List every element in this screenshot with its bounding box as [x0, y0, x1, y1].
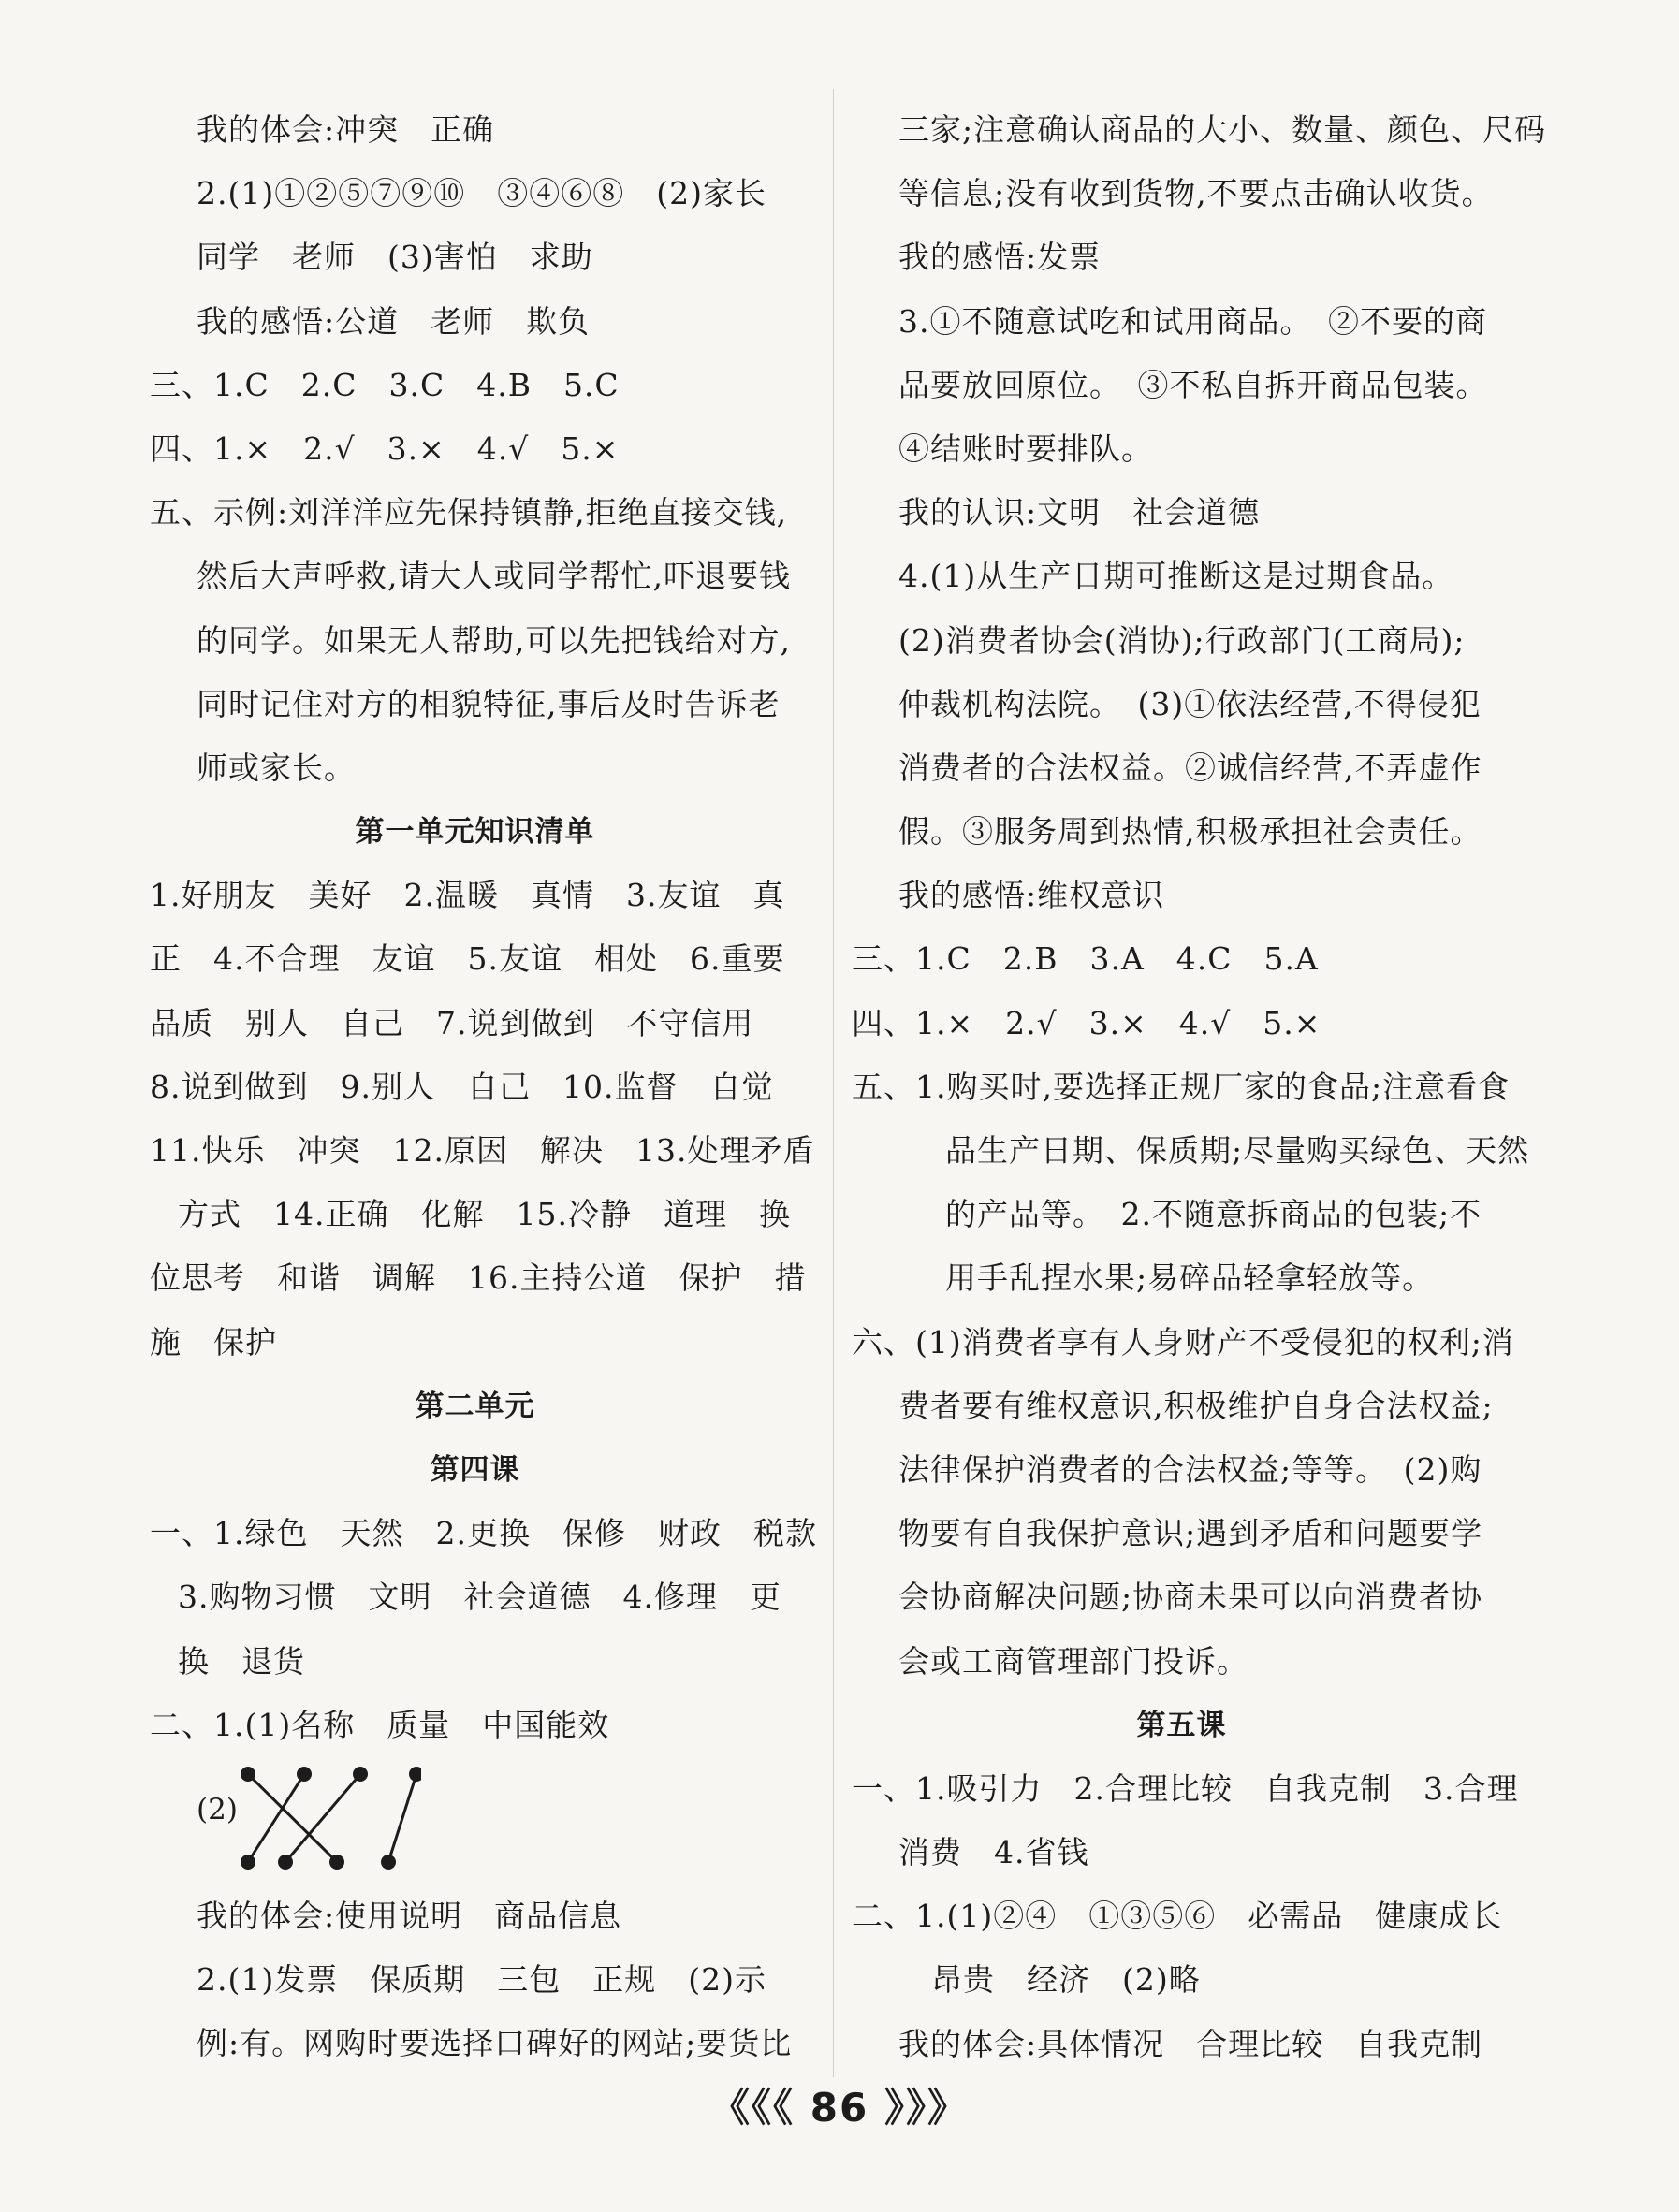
- answer-line: 品质 别人 自己 7.说到做到 不守信用: [150, 1004, 754, 1041]
- answer-line: 同时记住对方的相貌特征,事后及时告诉老: [197, 685, 781, 722]
- answer-line: 物要有自我保护意识;遇到矛盾和问题要学: [898, 1515, 1483, 1552]
- answer-line: 2.(1)①②⑤⑦⑨⑩ ③④⑥⑧ (2)家长: [197, 175, 766, 212]
- answer-line: ④结账时要排队。: [898, 429, 1153, 467]
- matching-diagram: [150, 1757, 800, 1885]
- section-heading: 第一单元知识清单: [355, 815, 595, 850]
- answer-line: 的产品等。 2.不随意拆商品的包装;不: [945, 1196, 1482, 1233]
- answer-line: 三、1.C 2.B 3.A 4.C 5.A: [852, 940, 1319, 978]
- answer-line: 用手乱捏水果;易碎品轻拿轻放等。: [945, 1259, 1435, 1297]
- answer-line: 1.好朋友 美好 2.温暖 真情 3.友谊 真: [150, 877, 785, 914]
- answer-line: 三、1.C 2.C 3.C 4.B 5.C: [150, 366, 620, 403]
- answer-line: 五、示例:刘洋洋应先保持镇静,拒绝直接交钱,: [150, 494, 788, 531]
- lesson-heading: 第四课: [430, 1452, 520, 1487]
- answer-line: (2)消费者协会(消协);行政部门(工商局);: [898, 621, 1466, 659]
- left-column: [150, 98, 817, 2075]
- answer-line: 六、(1)消费者享有人身财产不受侵犯的权利;消: [852, 1323, 1514, 1361]
- answer-line: 11.快乐 冲突 12.原因 解决 13.处理矛盾: [150, 1132, 815, 1169]
- answer-line: 施 保护: [150, 1323, 277, 1361]
- answer-line: 仲裁机构法院。 (3)①依法经营,不得侵犯: [898, 685, 1482, 722]
- answer-line: 会协商解决问题;协商未果可以向消费者协: [898, 1579, 1483, 1616]
- answer-line: 我的体会:使用说明 商品信息: [197, 1897, 622, 1934]
- answer-line: 费者要有维权意识,积极维护自身合法权益;: [898, 1387, 1494, 1424]
- answer-line: 我的感悟:维权意识: [898, 877, 1165, 914]
- answer-line: 法律保护消费者的合法权益;等等。 (2)购: [898, 1450, 1482, 1488]
- answer-line: 五、1.购买时,要选择正规厂家的食品;注意看食: [852, 1068, 1511, 1105]
- answer-line: 昂贵 经济 (2)略: [931, 1961, 1201, 1999]
- answer-line: 方式 14.正确 化解 15.冷静 道理 换: [178, 1196, 791, 1233]
- answer-line: 然后大声呼救,请大人或同学帮忙,吓退要钱: [197, 558, 791, 595]
- answer-line: 2.(1)发票 保质期 三包 正规 (2)示: [197, 1961, 766, 1999]
- column-divider: [833, 89, 834, 2077]
- answer-line: 一、1.吸引力 2.合理比较 自我克制 3.合理: [852, 1769, 1519, 1807]
- answer-line: 二、1.(1)名称 质量 中国能效: [150, 1706, 610, 1743]
- answer-line: 换 退货: [178, 1642, 305, 1680]
- answer-line: 的同学。如果无人帮助,可以先把钱给对方,: [197, 621, 791, 659]
- right-column: [852, 98, 1547, 2076]
- answer-line: 3.①不随意试吃和试用商品。 ②不要的商: [898, 302, 1487, 340]
- answer-line: 8.说到做到 9.别人 自己 10.监督 自觉: [150, 1068, 774, 1105]
- answer-line: 消费 4.省钱: [898, 1834, 1089, 1871]
- answer-line: 我的认识:文明 社会道德: [898, 494, 1261, 531]
- diagram-label: (2): [197, 1792, 238, 1826]
- answer-line: 同学 老师 (3)害怕 求助: [197, 239, 593, 276]
- unit-heading: 第二单元: [415, 1389, 535, 1423]
- answer-line: 品要放回原位。 ③不私自拆开商品包装。: [898, 366, 1488, 403]
- answer-line: 品生产日期、保质期;尽量购买绿色、天然: [945, 1132, 1530, 1169]
- answer-line: 二、1.(1)②④ ①③⑤⑥ 必需品 健康成长: [852, 1898, 1503, 1935]
- answer-line: 我的体会:具体情况 合理比较 自我克制: [898, 2025, 1483, 2062]
- answer-line: 假。③服务周到热情,积极承担社会责任。: [898, 813, 1482, 851]
- matching-lines-figure: [234, 1759, 421, 1885]
- answer-line: 我的体会:冲突 正确: [197, 111, 495, 148]
- answer-line: 消费者的合法权益。②诚信经营,不弄虚作: [898, 749, 1482, 786]
- answer-line: 位思考 和谐 调解 16.主持公道 保护 措: [150, 1259, 807, 1297]
- answer-line: 会或工商管理部门投诉。: [898, 1642, 1248, 1680]
- answer-line: 等信息;没有收到货物,不要点击确认收货。: [898, 175, 1494, 212]
- answer-line: 正 4.不合理 友谊 5.友谊 相处 6.重要: [150, 940, 785, 978]
- answer-line: 3.购物习惯 文明 社会道德 4.修理 更: [178, 1579, 781, 1616]
- answer-line: 我的感悟:发票: [898, 239, 1102, 276]
- lesson-heading: 第五课: [1136, 1708, 1227, 1742]
- answer-line: 三家;注意确认商品的大小、数量、颜色、尺码: [898, 111, 1547, 148]
- answer-line: 例:有。网购时要选择口碑好的网站;要货比: [197, 2025, 793, 2062]
- page-number: 《《《 86 》》》: [710, 2085, 969, 2131]
- answer-line: 四、1.× 2.√ 3.× 4.√ 5.×: [852, 1004, 1321, 1041]
- answer-line: 一、1.绿色 天然 2.更换 保修 财政 税款: [150, 1515, 817, 1552]
- answer-line: 我的感悟:公道 老师 欺负: [197, 302, 591, 340]
- answer-line: 4.(1)从生产日期可推断这是过期食品。: [898, 558, 1454, 595]
- answer-line: 师或家长。: [197, 749, 356, 786]
- answer-line: 四、1.× 2.√ 3.× 4.√ 5.×: [150, 429, 620, 467]
